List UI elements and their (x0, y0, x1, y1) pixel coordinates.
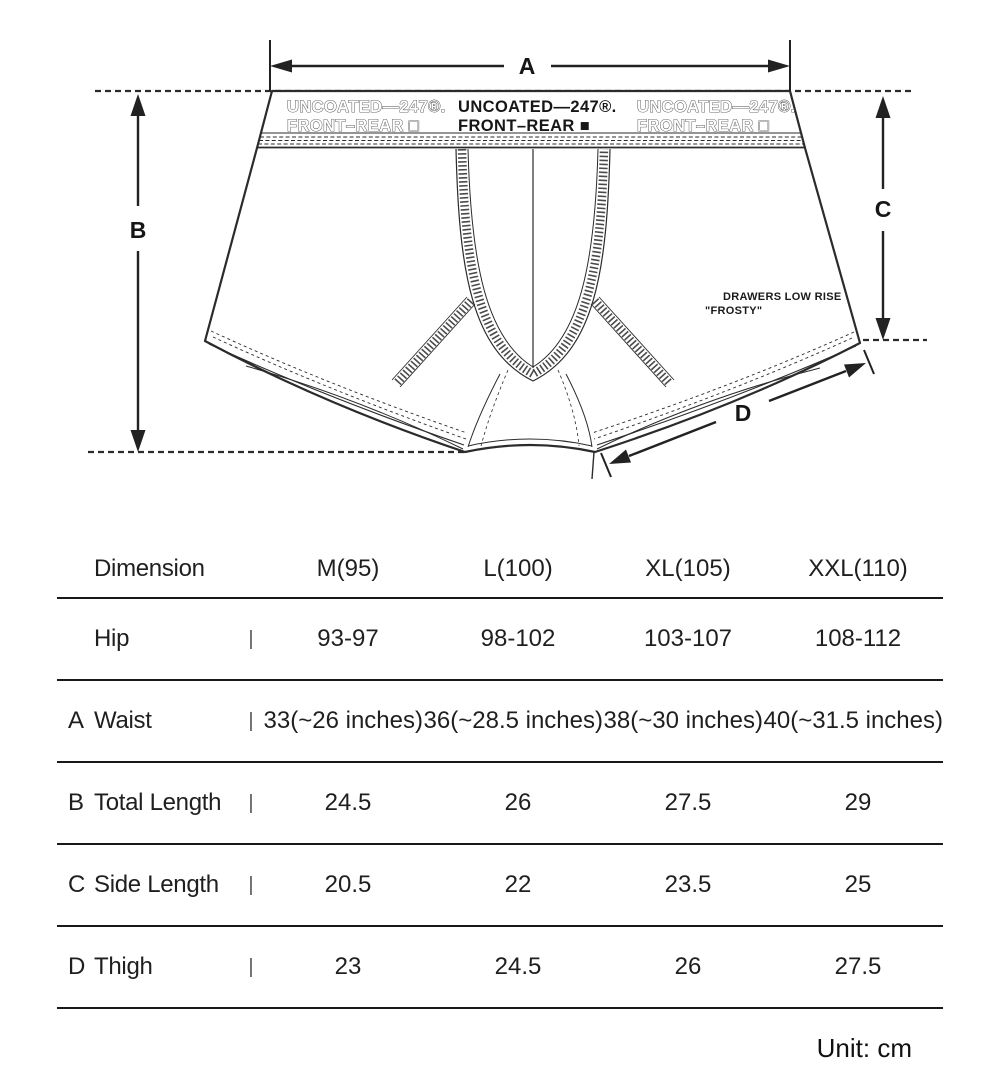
row-label: Side Length (94, 871, 219, 898)
table-row (57, 927, 943, 1009)
row-separator: | (248, 791, 254, 814)
row-separator: | (248, 627, 254, 650)
row-letter: C (68, 871, 86, 898)
size-table-body (57, 599, 943, 1009)
waistband-text-left-2: FRONT–REAR □ (287, 117, 420, 135)
size-table (57, 540, 943, 1009)
table-row (57, 599, 943, 681)
cell-value: 24.5 (324, 789, 372, 816)
garment-diagram (0, 0, 1000, 505)
waistband-branding (287, 98, 796, 135)
dimension-d-label: D (734, 400, 752, 426)
dimension-c-label: C (874, 196, 892, 222)
cell-value: 23.5 (664, 871, 712, 898)
dimension-b-label: B (129, 217, 147, 243)
cell-value: 26 (504, 789, 532, 816)
waistband-text-right-1: UNCOATED—247®. (637, 98, 796, 116)
cell-value: 23 (334, 953, 362, 980)
cell-value: 93-97 (317, 625, 379, 652)
waistband-text-center-2: FRONT–REAR ■ (458, 117, 591, 135)
row-letter: A (68, 707, 85, 734)
dimension-c (875, 96, 892, 340)
header-size-l: L(100) (483, 554, 553, 582)
cell-value: 25 (844, 871, 872, 898)
cell-value: 26 (674, 953, 702, 980)
cell-value: 36(~28.5 inches) (423, 707, 603, 734)
waistband-text-right-2: FRONT–REAR □ (637, 117, 770, 135)
cell-value: 27.5 (834, 953, 882, 980)
row-separator: | (248, 955, 254, 978)
cell-value: 33(~26 inches) (263, 707, 423, 734)
cell-value: 38(~30 inches) (603, 707, 763, 734)
cell-value: 98-102 (480, 625, 556, 652)
waistband-text-left-1: UNCOATED—247®. (287, 98, 446, 116)
row-letter: B (68, 789, 85, 816)
header-size-xl: XL(105) (645, 554, 731, 582)
cell-value: 27.5 (664, 789, 712, 816)
header-size-m: M(95) (316, 554, 380, 582)
row-label: Thigh (94, 953, 153, 980)
cell-value: 24.5 (494, 953, 542, 980)
cell-value: 29 (844, 789, 872, 816)
cell-value: 40(~31.5 inches) (763, 707, 943, 734)
header-dimension: Dimension (94, 554, 205, 582)
row-separator: | (248, 709, 254, 732)
dimension-a (270, 40, 790, 91)
table-header-row (57, 540, 943, 599)
row-letter: D (68, 953, 86, 980)
cell-value: 20.5 (324, 871, 372, 898)
header-size-xxl: XXL(110) (808, 554, 908, 582)
unit-note: Unit: cm (816, 1033, 912, 1063)
cell-value: 103-107 (643, 625, 733, 652)
table-row (57, 681, 943, 763)
row-label: Hip (94, 625, 130, 652)
cell-value: 22 (504, 871, 532, 898)
product-label-line2: "FROSTY" (705, 305, 763, 317)
table-row (57, 763, 943, 845)
table-row (57, 845, 943, 927)
dimension-b (130, 94, 147, 452)
row-separator: | (248, 873, 254, 896)
product-label-line1: DRAWERS LOW RISE (723, 291, 842, 303)
cell-value: 108-112 (814, 625, 902, 652)
waistband-text-center-1: UNCOATED—247®. (458, 98, 617, 116)
row-label: Waist (94, 707, 152, 734)
row-label: Total Length (94, 789, 222, 816)
dimension-a-label: A (518, 53, 536, 79)
